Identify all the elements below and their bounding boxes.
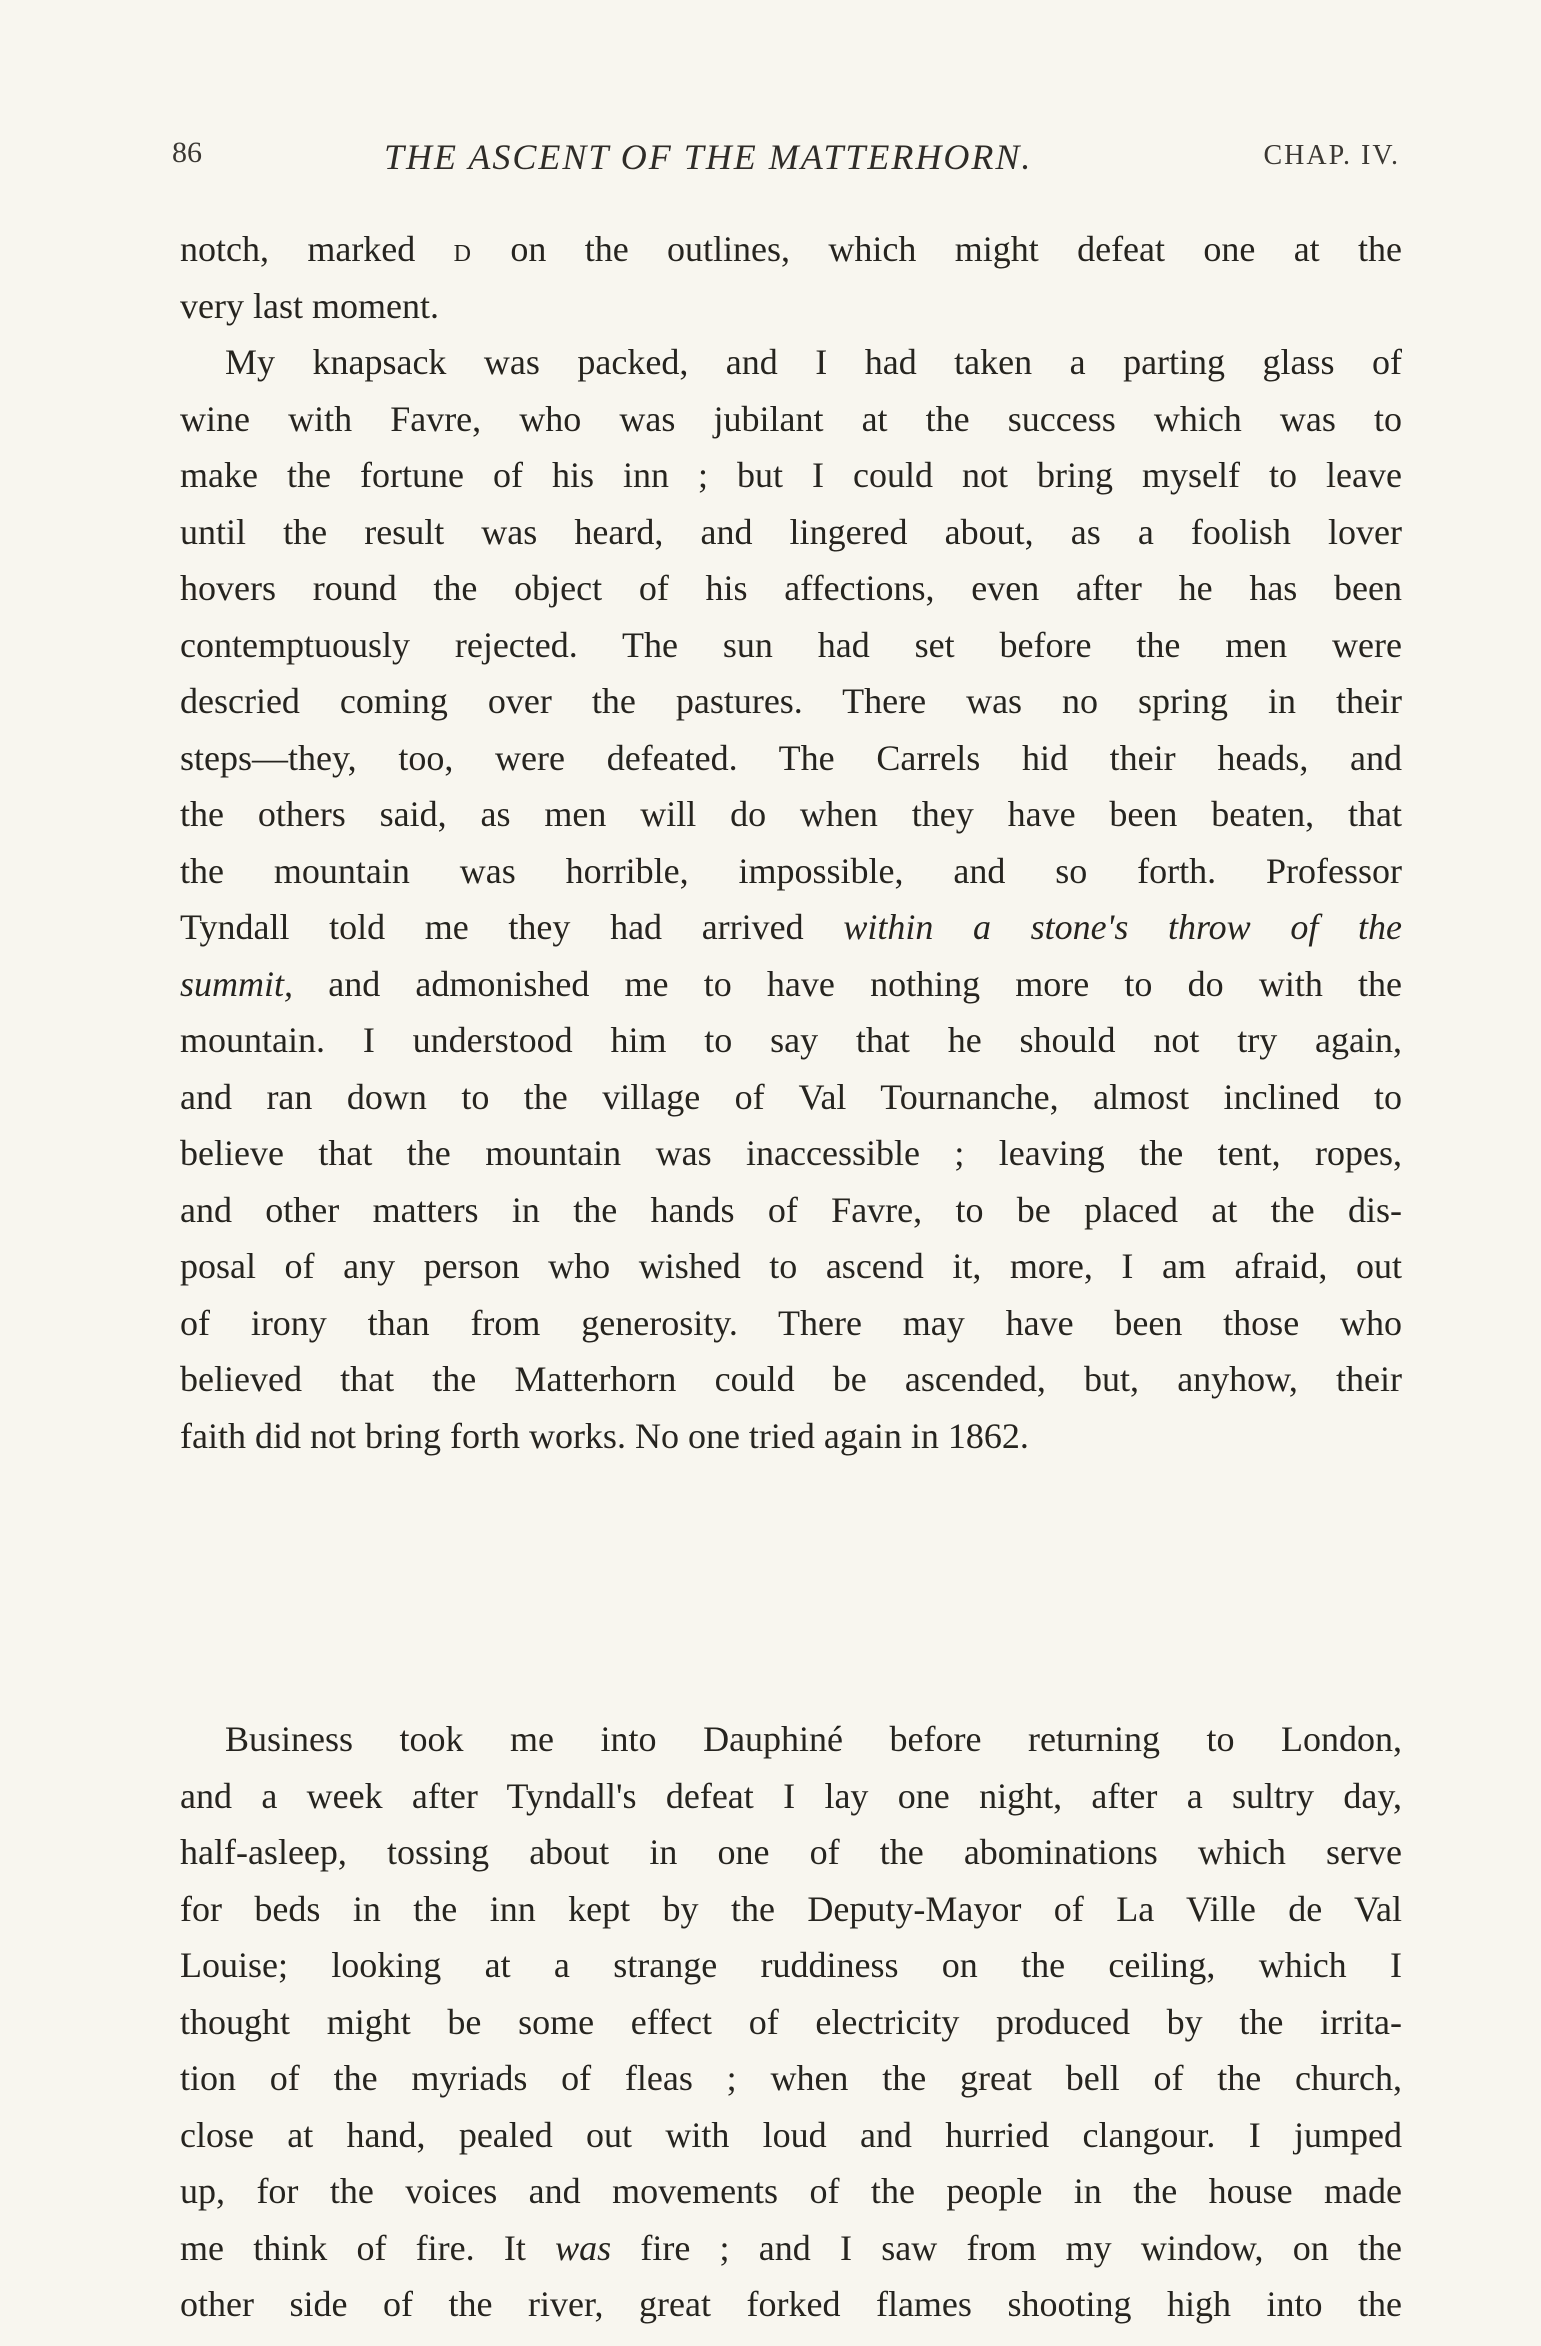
- text-line: half-asleep, tossing about in one of the abominations which serve: [180, 1832, 1402, 1872]
- text-line: thought might be some effect of electricity produced by the irrita-: [180, 2001, 1402, 2042]
- text-line: [180, 956, 1402, 1013]
- text-line: very last moment.: [180, 285, 439, 326]
- text-line: up, for the voices and movements of the people in the house made: [180, 2171, 1402, 2211]
- text-line: faith did not bring forth works. No one tried again in 1862.: [180, 1415, 1029, 1456]
- text-line: the others said, as men will do when they have been beaten, that: [180, 794, 1402, 834]
- text-line: and other matters in the hands of Favre, to be placed at the dis-: [180, 1189, 1402, 1230]
- italic-text: was: [555, 2227, 612, 2268]
- text-line: other side of the river, great forked flames shooting high into the: [180, 2284, 1402, 2324]
- text-line: wine with Favre, who was jubilant at the success which was to: [180, 398, 1402, 439]
- text-line: mountain. I understood him to say that he should not try again,: [180, 1020, 1402, 1060]
- chapter-label: CHAP. IV.: [1263, 140, 1400, 171]
- text-fragment: and admonished me to have nothing more to do with the: [328, 963, 1402, 1004]
- text-line: tion of the myriads of fleas ; when the great bell of the church,: [180, 2058, 1402, 2098]
- running-title: THE ASCENT OF THE MATTERHORN.: [384, 137, 1033, 177]
- text-line: close at hand, pealed out with loud and hurried clangour. I jumped: [180, 2114, 1402, 2155]
- text-line: posal of any person who wished to ascend it, more, I am afraid, out: [180, 1246, 1402, 1286]
- text-line: Business took me into Dauphiné before returning to London,: [225, 1719, 1402, 1759]
- text-fragment: notch, marked: [180, 229, 416, 269]
- text-line: believed that the Matterhorn could be ascended, but, anyhow, their: [180, 1359, 1402, 1399]
- text-line: make the fortune of his inn ; but I could not bring myself to leave: [180, 455, 1402, 495]
- text-line: [180, 221, 1402, 278]
- page-number: 86: [172, 136, 202, 169]
- text-line: Louise; looking at a strange ruddiness on the ceiling, which I: [180, 1945, 1402, 1985]
- running-head: [172, 136, 1400, 186]
- text-line: My knapsack was packed, and I had taken a parting glass of: [225, 342, 1402, 382]
- italic-text: summit,: [180, 963, 294, 1004]
- text-line: and a week after Tyndall's defeat I lay one night, after a sultry day,: [180, 1775, 1402, 1816]
- text-line: steps—they, too, were defeated. The Carrels hid their heads, and: [180, 737, 1402, 778]
- text-line: hovers round the object of his affections, even after he has been: [180, 568, 1402, 608]
- text-line: of irony than from generosity. There may have been those who: [180, 1302, 1402, 1343]
- text-fragment: me think of fire. It: [180, 2227, 526, 2268]
- text-fragment: fire ; and I saw from my window, on the: [640, 2227, 1402, 2268]
- text-line: [180, 899, 1402, 956]
- text-line: descried coming over the pastures. There was no spring in their: [180, 681, 1402, 721]
- text-line: and ran down to the village of Val Tournanche, almost inclined to: [180, 1076, 1402, 1117]
- text-line: [180, 2220, 1402, 2277]
- text-fragment: on the outlines, which might defeat one at the: [510, 229, 1403, 269]
- text-line: the mountain was horrible, impossible, and so forth. Professor: [180, 850, 1402, 891]
- outline-mark-letter: D: [453, 241, 472, 267]
- text-line: for beds in the inn kept by the Deputy-Mayor of La Ville de Val: [180, 1888, 1402, 1929]
- text-line: until the result was heard, and lingered about, as a foolish lover: [180, 511, 1402, 552]
- text-line: believe that the mountain was inaccessible ; leaving the tent, ropes,: [180, 1133, 1402, 1173]
- text-fragment: Tyndall told me they had arrived: [180, 907, 804, 947]
- text-line: contemptuously rejected. The sun had set before the men were: [180, 624, 1402, 665]
- italic-text: within a stone's throw of the: [843, 907, 1403, 947]
- paragraph-continuation-and-knapsack: [180, 221, 1402, 1464]
- paragraph-dauphine: [180, 1711, 1402, 2333]
